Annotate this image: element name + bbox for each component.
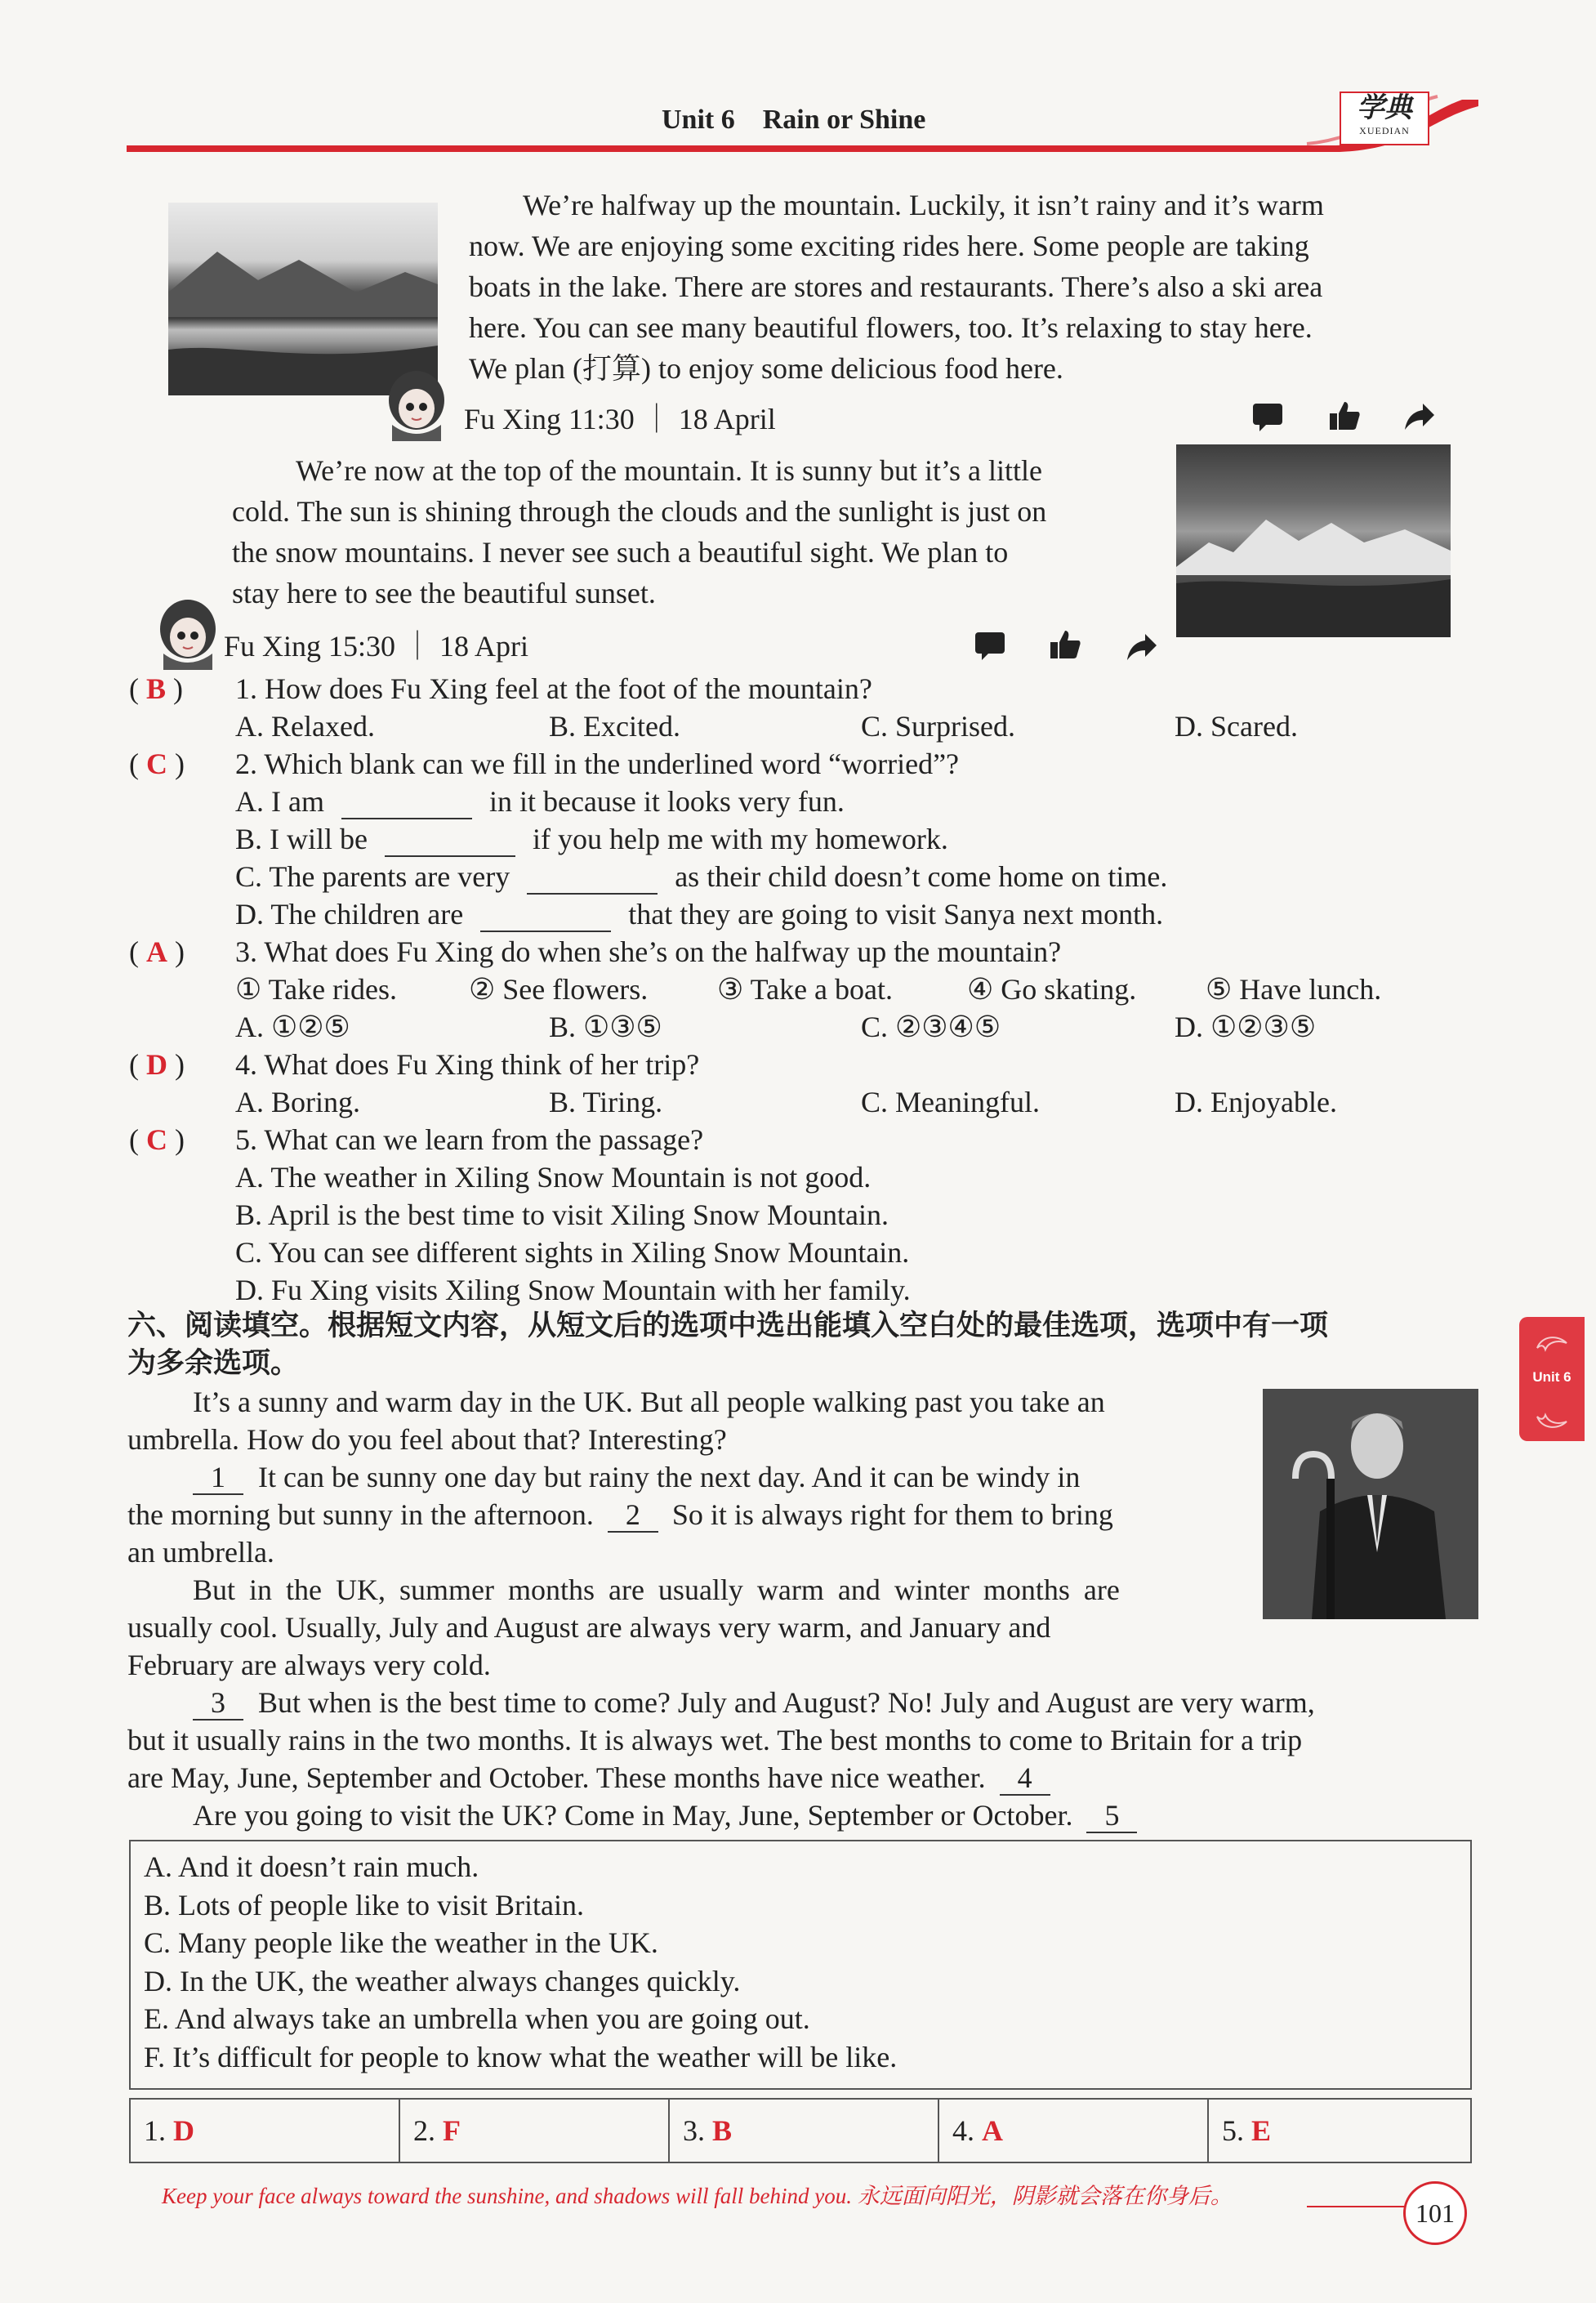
share-icon[interactable] — [1403, 400, 1436, 433]
avatar — [384, 368, 449, 441]
unit-title: Unit 6 Rain or Shine — [662, 105, 926, 135]
header-swoosh — [123, 90, 1487, 155]
answer-letter: B — [146, 672, 167, 705]
option: C. ②③④⑤ — [861, 1011, 1001, 1043]
option: C. You can see different sights in Xiling Snow Mountain. — [235, 1236, 910, 1269]
blank — [480, 898, 611, 932]
passage-line: It’s a sunny and warm day in the UK. But all people walking past you take an — [193, 1386, 1105, 1418]
ornament-icon — [1534, 1408, 1570, 1433]
choices-box — [129, 1840, 1472, 2090]
option: D. Fu Xing visits Xiling Snow Mountain with her family. — [235, 1274, 911, 1306]
post2-line: the snow mountains. I never see such a beautiful sight. We plan to — [232, 536, 1009, 569]
passage-line: February are always very cold. — [127, 1649, 491, 1681]
footer-quote: Keep your face always toward the sunshine, and shadows will fall behind you. 永远面向阳光，阴影就会落在你身后。 — [162, 2184, 1233, 2208]
answer-cell — [1209, 2100, 1470, 2162]
side-tab-label: Unit 6 — [1532, 1369, 1571, 1385]
blank — [385, 823, 515, 857]
passage-text: are May, June, September and October. These months have nice weather. — [127, 1761, 986, 1794]
answer-cell — [939, 2100, 1209, 2162]
post2-line: cold. The sun is shining through the clouds and the sunlight is just on — [232, 495, 1047, 528]
photo-mountains — [168, 203, 438, 395]
answer-letter: D — [146, 1048, 167, 1081]
photo-snow-peaks — [1176, 444, 1451, 637]
choice: A. And it doesn’t rain much. — [144, 1850, 479, 1883]
passage-line: umbrella. How do you feel about that? Interesting? — [127, 1423, 727, 1456]
umbrella-man-photo — [1263, 1389, 1478, 1619]
option: B. ①③⑤ — [549, 1011, 662, 1043]
option-text: C. The parents are very — [235, 860, 510, 893]
thumbs-up-icon[interactable] — [1049, 627, 1081, 660]
option-text: as their child doesn’t come home on time. — [675, 860, 1168, 893]
choice: C. Many people like the weather in the UK. — [144, 1926, 658, 1959]
option-text: in it because it looks very fun. — [488, 785, 845, 818]
option: B. Excited. — [549, 710, 680, 743]
lake-mountain-photo — [168, 203, 438, 395]
option-text: A. I am — [235, 785, 324, 818]
post1-line: We plan (打算) to enjoy some delicious food here. — [469, 352, 1063, 385]
option-text: if you help me with my homework. — [532, 823, 948, 855]
choice: F. It’s difficult for people to know what the weather will be like. — [144, 2040, 898, 2073]
option: D. Scared. — [1175, 710, 1298, 743]
passage-line: but it usually rains in the two months. It is always wet. The best months to come to Britain for a trip — [127, 1724, 1303, 1756]
passage — [127, 1383, 1238, 1684]
comment-icon[interactable] — [974, 629, 1006, 662]
answer-cell — [131, 2100, 400, 2162]
activity-item: ③ Take a boat. — [717, 973, 894, 1006]
option-text: B. I will be — [235, 823, 368, 855]
choice: D. In the UK, the weather always changes quickly. — [144, 1964, 741, 1997]
blank-1: 1 — [193, 1461, 243, 1495]
passage-line: an umbrella. — [127, 1536, 274, 1569]
answer-letter: A — [146, 935, 167, 968]
question-2-text: 2. Which blank can we fill in the underlined word “worried”? — [235, 748, 960, 780]
option: C. Surprised. — [861, 710, 1015, 743]
question-3-text: 3. What does Fu Xing do when she’s on the halfway up the mountain? — [235, 935, 1062, 968]
answer-num: 1. — [144, 2114, 166, 2147]
activity-item: ⑤ Have lunch. — [1206, 973, 1382, 1006]
answer-letter: E — [1251, 2114, 1272, 2147]
answer-cell — [400, 2100, 670, 2162]
answer-letter: A — [982, 2114, 1003, 2147]
option: C. Meaningful. — [861, 1086, 1040, 1118]
option: A. Relaxed. — [235, 710, 375, 743]
option-a — [235, 783, 845, 820]
passage-text: the morning but sunny in the afternoon. — [127, 1498, 594, 1531]
answer-num: 5. — [1222, 2114, 1244, 2147]
option-c — [235, 858, 1167, 895]
activity-item: ② See flowers. — [469, 973, 649, 1006]
page-header — [0, 0, 1596, 163]
blank-4: 4 — [1000, 1761, 1050, 1796]
avatar — [155, 596, 221, 670]
activity-item: ④ Go skating. — [967, 973, 1137, 1006]
question-1-answer: ( B ) — [129, 672, 184, 705]
share-icon[interactable] — [1126, 631, 1158, 663]
post1-meta: Fu Xing 11:30 ｜ 18 April — [464, 403, 776, 435]
unit-side-tab[interactable] — [1519, 1317, 1585, 1441]
post2-meta: Fu Xing 15:30 ｜ 18 Apri — [224, 630, 529, 663]
option: B. April is the best time to visit Xiling Snow Mountain. — [235, 1198, 889, 1231]
blank-5: 5 — [1086, 1799, 1137, 1833]
photo-man-umbrella — [1263, 1389, 1478, 1619]
question-4-text: 4. What does Fu Xing think of her trip? — [235, 1048, 700, 1081]
blank — [341, 785, 472, 819]
ornament-icon — [1534, 1332, 1570, 1356]
passage-line — [127, 1458, 1238, 1496]
section-title — [127, 1307, 1328, 1382]
option-text: that they are going to visit Sanya next month. — [628, 898, 1164, 931]
blank-3: 3 — [193, 1686, 243, 1721]
option: D. ①②③⑤ — [1175, 1011, 1317, 1043]
post1-body — [469, 185, 1438, 389]
answer-num: 3. — [683, 2114, 705, 2147]
question-5-text: 5. What can we learn from the passage? — [235, 1123, 704, 1156]
passage-line — [127, 1684, 1475, 1721]
post1-line: here. You can see many beautiful flowers, too. It’s relaxing to stay here. — [469, 311, 1313, 344]
option: D. Enjoyable. — [1175, 1086, 1337, 1118]
comment-icon[interactable] — [1251, 400, 1284, 433]
passage-text: So it is always right for them to bring — [671, 1498, 1113, 1531]
answer-letter: C — [146, 748, 167, 780]
passage-text: Are you going to visit the UK? Come in May, June, September or October. — [193, 1799, 1073, 1832]
choice: B. Lots of people like to visit Britain. — [144, 1888, 584, 1921]
passage-text: It can be sunny one day but rainy the next day. And it can be windy in — [258, 1461, 1081, 1493]
brand-logo — [1340, 91, 1429, 145]
option: A. ①②⑤ — [235, 1011, 350, 1043]
post2-line: We’re now at the top of the mountain. It is sunny but it’s a little — [296, 454, 1042, 487]
question-4-answer: ( D ) — [129, 1048, 185, 1081]
passage-line — [127, 1496, 1238, 1533]
post2-body — [232, 450, 1152, 614]
option: A. The weather in Xiling Snow Mountain is not good. — [235, 1161, 872, 1194]
passage-line: But in the UK, summer months are usually warm and winter months are — [193, 1573, 1120, 1606]
question-5-answer: ( C ) — [129, 1123, 185, 1156]
answer-num: 4. — [952, 2114, 974, 2147]
question-1-text: 1. How does Fu Xing feel at the foot of the mountain? — [235, 672, 872, 705]
post2-line: stay here to see the beautiful sunset. — [232, 577, 656, 609]
footer-rule — [1307, 2204, 1405, 2209]
passage-line — [127, 1759, 1475, 1796]
snow-mountain-photo — [1176, 444, 1451, 637]
post1-line: boats in the lake. There are stores and restaurants. There’s also a ski area — [469, 270, 1323, 303]
choice: E. And always take an umbrella when you are going out. — [144, 2002, 810, 2035]
passage-line — [127, 1796, 1475, 1834]
thumbs-up-icon[interactable] — [1328, 399, 1361, 431]
brand-cn: 学典 — [1357, 93, 1412, 123]
blank — [527, 860, 658, 895]
answer-cell — [670, 2100, 939, 2162]
option: A. Boring. — [235, 1086, 360, 1118]
passage-line: usually cool. Usually, July and August are always very warm, and January and — [127, 1611, 1051, 1644]
page-number: 101 — [1415, 2198, 1455, 2228]
option-d — [235, 895, 1163, 933]
section-title-line: 为多余选项。 — [127, 1347, 300, 1380]
answer-table — [129, 2098, 1472, 2163]
option-b — [235, 820, 948, 858]
blank-2: 2 — [608, 1498, 658, 1533]
brand-en: XUEDIAN — [1359, 125, 1410, 136]
post1-line: We’re halfway up the mountain. Luckily, it isn’t rainy and it’s warm — [523, 189, 1324, 221]
passage-text: But when is the best time to come? July and August? No! July and August are very warm, — [258, 1686, 1315, 1719]
question-3-answer: ( A ) — [129, 935, 185, 968]
question-2-answer: ( C ) — [129, 748, 185, 780]
page-number-badge — [1403, 2181, 1467, 2245]
answer-num: 2. — [413, 2114, 435, 2147]
answer-letter: D — [173, 2114, 194, 2147]
answer-letter: F — [443, 2114, 461, 2147]
section-title-line: 六、阅读填空。根据短文内容，从短文后的选项中选出能填入空白处的最佳选项，选项中有一项 — [127, 1310, 1329, 1342]
passage-full — [127, 1684, 1475, 1834]
answer-letter: C — [146, 1123, 167, 1156]
activity-item: ① Take rides. — [235, 973, 398, 1006]
option-text: D. The children are — [235, 898, 464, 931]
option: B. Tiring. — [549, 1086, 663, 1118]
answer-letter: B — [712, 2114, 733, 2147]
post1-line: now. We are enjoying some exciting rides here. Some people are taking — [469, 230, 1309, 262]
